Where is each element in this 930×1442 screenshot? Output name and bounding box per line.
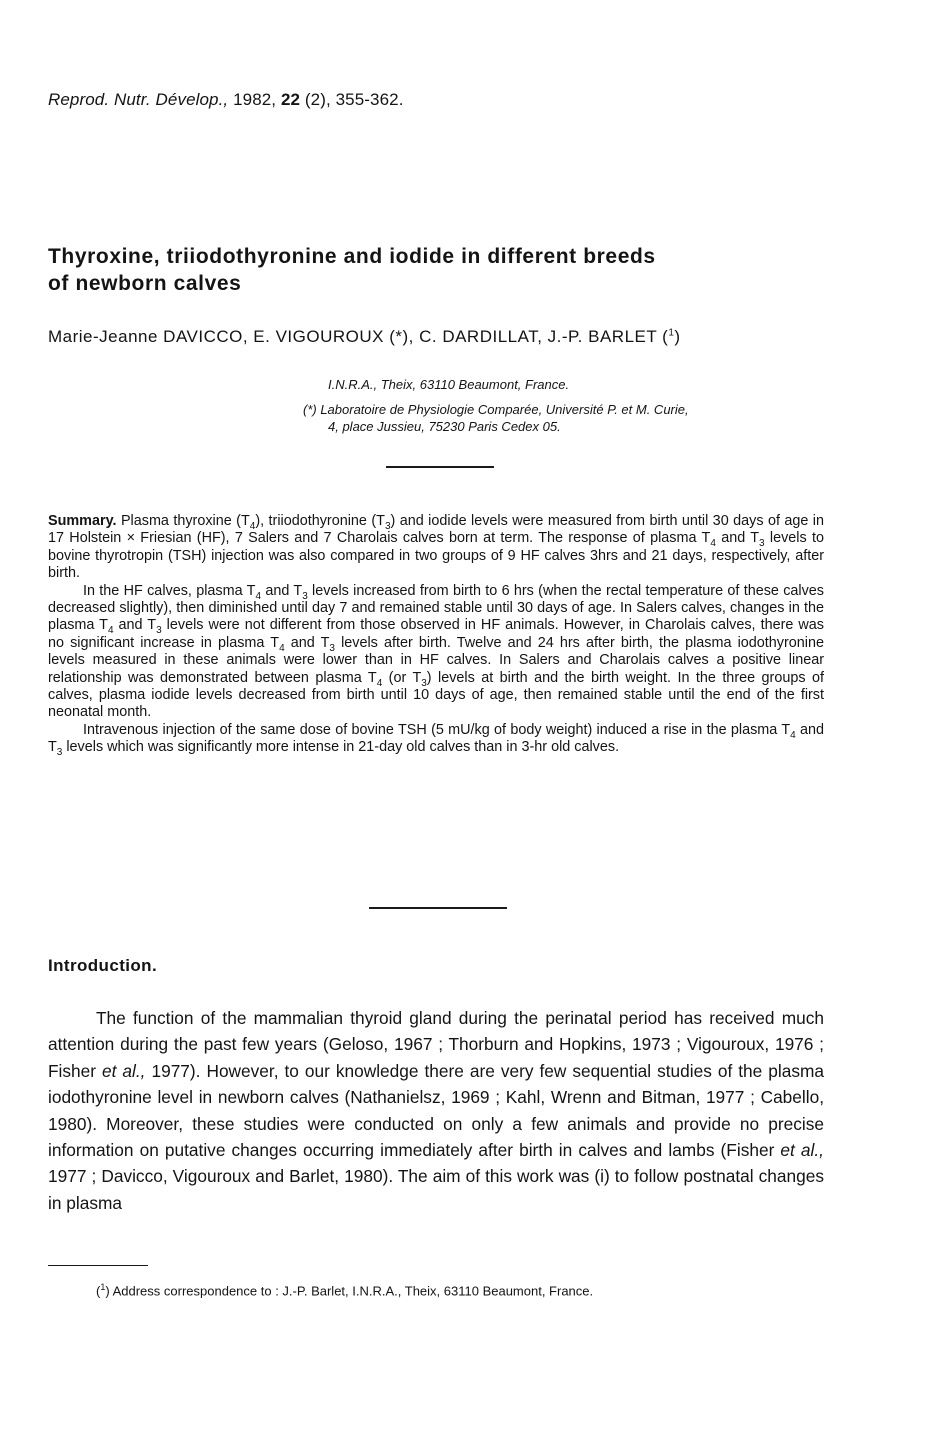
footnote-mark: 1 (100, 1282, 106, 1292)
subscript: 3 (156, 625, 162, 637)
affiliation-lab-line-1: (*) Laboratoire de Physiologie Comparée, Université P. et M. Curie, (303, 402, 689, 417)
title-line-1: Thyroxine, triiodothyronine and iodide in different breeds (48, 245, 656, 268)
summary-text: levels were not different from those observed in HF animals. However, in Charolais calves, there was no significant increase in plasma T (48, 617, 824, 651)
divider-top (386, 466, 494, 468)
summary-text: and T (113, 617, 157, 634)
subscript: 4 (790, 729, 796, 741)
footnote-rule (48, 1265, 148, 1266)
summary-text: and T (48, 721, 824, 756)
summary-text: ), triiodothyronine (T (255, 513, 385, 529)
summary-text: ) and iodide levels were measured from birth until 30 days of age in 17 Holstein × Friesian (HF), 7 Salers and 7 Charolais calves born at term. The response of plasma T (48, 513, 824, 547)
summary-text: Intravenous injection of the same dose of bovine TSH (5 mU/kg of body weight) induced a rise in the plasma T (83, 721, 791, 738)
journal-year: 1982, (233, 90, 277, 109)
author-footnote-mark: 1 (668, 327, 675, 339)
summary-text: In the HF calves, plasma T (83, 582, 256, 599)
subscript: 3 (421, 677, 427, 689)
introduction-text: 1977 ; Davicco, Vigouroux and Barlet, 1980). The aim of this work was (i) to follow postnatal changes in plasma (48, 1166, 824, 1213)
subscript: 3 (329, 642, 335, 654)
footnote-text: Address correspondence to : J.-P. Barlet, I.N.R.A., Theix, 63110 Beaumont, France. (109, 1283, 594, 1299)
subscript: 3 (302, 590, 308, 602)
affiliation-lab (303, 401, 843, 435)
subscript: 4 (249, 520, 256, 532)
subscript: 3 (384, 520, 391, 532)
journal-volume: 22 (280, 90, 301, 109)
summary-text: levels which was significantly more intense in 21-day old calves than in 3-hr old calves. (62, 739, 620, 756)
subscript: 4 (710, 538, 716, 550)
subscript: 4 (376, 677, 383, 689)
introduction-heading: Introduction. (48, 956, 158, 975)
summary-text: levels after birth. Twelve and 24 hrs after birth, the plasma iodothyronine levels measured in these animals were lower than in HF calves. In Salers and Charolais calves a positive linear relationship was demonstrated between plasma T (48, 634, 824, 686)
summary-text: and T (715, 530, 760, 547)
summary-text: (or T (382, 669, 422, 686)
introduction-paragraph (48, 1005, 824, 1216)
journal-name: Reprod. Nutr. Dévelop., (48, 90, 229, 109)
journal-issue-pages: (2), 355-362. (304, 90, 404, 109)
introduction-section (48, 1005, 824, 1216)
subscript: 3 (759, 538, 765, 550)
et-al: et al., (102, 1060, 146, 1081)
summary-text: Plasma thyroxine (T (116, 513, 250, 529)
summary-paragraph-3 (48, 722, 824, 757)
summary-section (48, 513, 824, 757)
authors-end: ) (674, 327, 681, 346)
subscript: 3 (56, 747, 63, 759)
summary-text: and T (261, 582, 303, 599)
summary-paragraph-2 (48, 583, 824, 722)
affiliation-lab-line-2: 4, place Jussieu, 75230 Paris Cedex 05. (328, 419, 561, 434)
subscript: 4 (107, 625, 114, 637)
footnote: ($^1$) Address correspondence to : J.-P. Barlet, I.N.R.A., Theix, 63110 Beaumont, France. (96, 1282, 594, 1299)
et-al: et al., (780, 1140, 824, 1161)
authors-text: Marie-Jeanne DAVICCO, E. VIGOUROUX (*), C. DARDILLAT, J.-P. BARLET ( (48, 327, 669, 346)
subscript: 4 (255, 590, 262, 602)
summary-text: ) levels at birth and the birth weight. In the three groups of calves, plasma iodide levels decreased from birth until 10 days of age, then remained stable until the end of the first neonatal month. (48, 669, 824, 721)
journal-citation (48, 90, 404, 110)
subscript: 4 (279, 642, 285, 654)
summary-text: and T (284, 634, 330, 651)
author-list (48, 327, 681, 347)
summary-label: Summary. (48, 513, 117, 529)
summary-text: levels to bovine thyrotropin (TSH) injection was also compared in two groups of 9 HF calves 3hrs and 21 days, respectively, after birth. (48, 530, 824, 582)
article-title (48, 243, 838, 297)
introduction-text: The function of the mammalian thyroid gland during the perinatal period has received much attention during the past few years (Geloso, 1967 ; Thorburn and Hopkins, 1973 ; Vigouroux, 1976 ; Fisher (48, 1008, 824, 1081)
title-line-2: of newborn calves (48, 272, 242, 295)
introduction-text: 1977). However, to our knowledge there are very few sequential studies of the plasma iodothyronine level in newborn calves (Nathanielsz, 1969 ; Kahl, Wrenn and Bitman, 1977 ; Cabello, 1980). Moreover, these studies were conducted on only a few animals and provide no precise information on putative changes occurring immediately after birth in calves and lambs (Fisher (48, 1060, 824, 1161)
summary-text: levels increased from birth to 6 hrs (when the rectal temperature of these calves decreased slightly), then diminished until day 7 and remained stable until 30 days of age. In Salers calves, changes in the plasma T (48, 582, 825, 634)
affiliation-inra: I.N.R.A., Theix, 63110 Beaumont, France. (328, 377, 570, 392)
divider-bottom (369, 907, 507, 909)
summary-paragraph-1 (48, 513, 824, 583)
